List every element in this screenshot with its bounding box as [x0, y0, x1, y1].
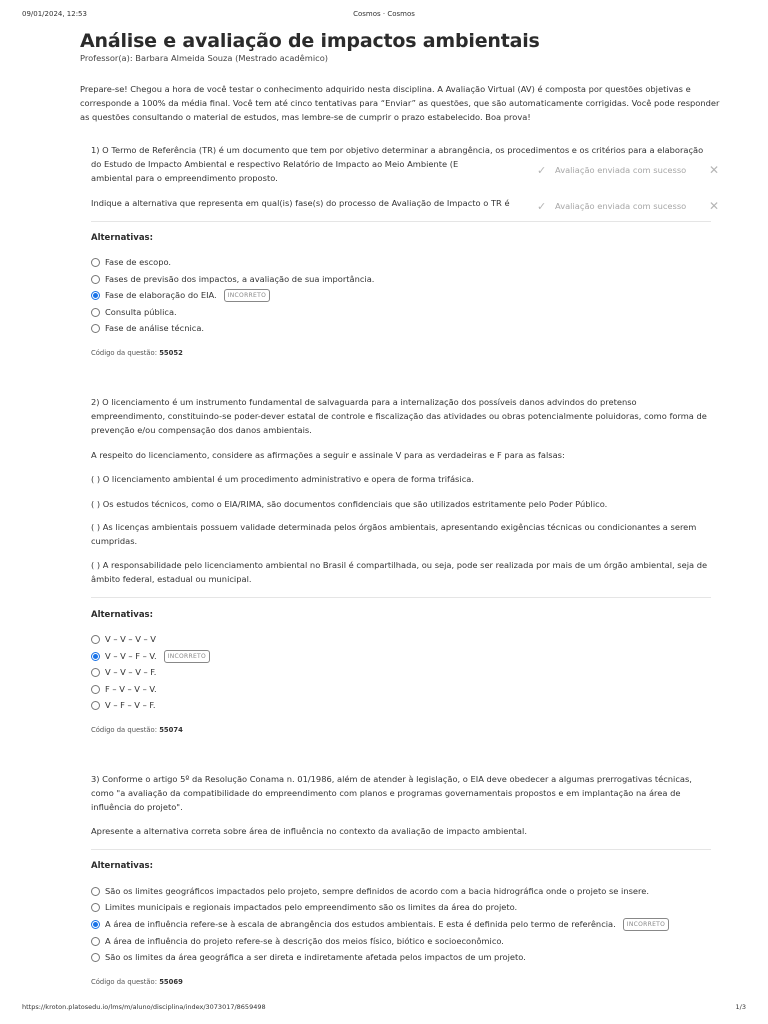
print-url: https://kroton.platosedu.io/lms/m/aluno/disciplina/index/3073017/8659498	[22, 1003, 266, 1011]
alternative-label: Fases de previsão dos impactos, a avaliação de sua importância.	[105, 274, 375, 284]
question-code	[91, 978, 183, 986]
question-paragraph: 3) Conforme o artigo 5º da Resolução Conama n. 01/1986, além de atender à legislação, o EIA deve obedecer a algumas prerrogativas técnicas, como "a avaliação da compatibilidade do empreendimento com planos e programas governamentais propostos e em implantação na área de influência do projeto".	[91, 774, 692, 812]
alternative-option-selected[interactable]	[91, 288, 270, 302]
radio-button-selected[interactable]	[91, 652, 100, 661]
alternative-option[interactable]	[91, 682, 157, 696]
alternative-option-selected[interactable]	[91, 917, 669, 931]
question-paragraph: ( ) A responsabilidade pelo licenciamento ambiental no Brasil é compartilhada, ou seja, pode ser realizada por mais de um órgão ambiental, seja de âmbito federal, estadual ou municipal.	[91, 560, 708, 584]
incorrect-badge: INCORRETO	[224, 289, 270, 302]
alternative-option[interactable]	[91, 884, 649, 898]
statement-item	[91, 497, 713, 511]
divider	[91, 597, 711, 598]
question-code-label: Código da questão:	[91, 726, 158, 734]
alternative-option[interactable]	[91, 950, 526, 964]
question-paragraph: Apresente a alternativa correta sobre área de influência no contexto da avaliação de impacto ambiental.	[91, 826, 527, 836]
alternative-label: V – F – V – F.	[105, 700, 156, 710]
question-code-value: 55069	[159, 978, 183, 986]
alternative-label: V – V – F – V.	[105, 651, 157, 661]
print-header	[22, 10, 746, 22]
question-code-value: 55052	[159, 349, 183, 357]
question-paragraph: 1) O Termo de Referência (TR) é um documento que tem por objetivo determinar a abrangência, os procedimentos e os critérios para a elaboração do Estudo de Impacto Ambiental e respectivo Relatório de Impacto ao Meio Ambiente (E	[91, 145, 704, 169]
divider	[91, 849, 711, 850]
question-paragraph: A respeito do licenciamento, considere as afirmações a seguir e assinale V para as verdadeiras e F para as falsas:	[91, 450, 565, 460]
question-paragraph: ambiental para o empreendimento proposto.	[91, 173, 278, 183]
question-2-instruction	[91, 448, 713, 462]
alternative-option[interactable]	[91, 305, 177, 319]
question-2-statement	[91, 395, 713, 437]
question-3-statement	[91, 772, 713, 814]
alternative-label: V – V – V – F.	[105, 667, 157, 677]
question-code-label: Código da questão:	[91, 978, 158, 986]
radio-button[interactable]	[91, 887, 100, 896]
divider	[91, 221, 711, 222]
alternatives-heading: Alternativas:	[91, 610, 154, 620]
alternative-label: São os limites geográficos impactados pelo projeto, sempre definidos de acordo com a bacia hidrográfica onde o projeto se insere.	[105, 886, 650, 896]
check-icon: ✓	[537, 163, 547, 177]
alternative-option[interactable]	[91, 321, 204, 335]
radio-button[interactable]	[91, 668, 100, 677]
radio-button-selected[interactable]	[91, 920, 100, 929]
alternative-label: Limites municipais e regionais impactados pelo empreendimento são os limites da área do projeto.	[105, 902, 518, 912]
question-code-label: Código da questão:	[91, 349, 158, 357]
question-code	[91, 726, 183, 734]
radio-button[interactable]	[91, 701, 100, 710]
alternative-option[interactable]	[91, 255, 171, 269]
intro-text: Prepare-se! Chegou a hora de você testar o conhecimento adquirido nesta disciplina. A Avaliação Virtual (AV) é composta por questões objetivas e corresponde a 100% da média final. Você tem até cinco tentativas para “Enviar” as questões, que são automaticamente corrigidas. Você pode responder as questões consultando o material de estudos, mas lembre-se de cumprir o prazo estabelecido. Boa prova!	[80, 84, 720, 122]
radio-button[interactable]	[91, 903, 100, 912]
alternative-label: V – V – V – V	[105, 634, 156, 644]
close-icon[interactable]: ✕	[708, 199, 720, 213]
print-tab-title: Cosmos · Cosmos	[353, 10, 415, 18]
page-title: Análise e avaliação de impactos ambientais	[80, 30, 540, 52]
statement-item	[91, 472, 713, 486]
radio-button[interactable]	[91, 635, 100, 644]
alternative-label: Fase de elaboração do EIA.	[105, 290, 217, 300]
radio-button[interactable]	[91, 953, 100, 962]
statement-item	[91, 558, 713, 586]
question-code-value: 55074	[159, 726, 183, 734]
check-icon: ✓	[537, 199, 547, 213]
radio-button[interactable]	[91, 685, 100, 694]
radio-button[interactable]	[91, 258, 100, 267]
alternative-option[interactable]	[91, 632, 156, 646]
question-3-prompt	[91, 824, 713, 838]
professor-name: Professor(a): Barbara Almeida Souza (Mestrado acadêmico)	[80, 53, 329, 63]
alternative-option[interactable]	[91, 900, 517, 914]
radio-button[interactable]	[91, 324, 100, 333]
radio-button[interactable]	[91, 937, 100, 946]
alternative-option[interactable]	[91, 665, 156, 679]
alternative-option[interactable]	[91, 934, 504, 948]
print-page-number: 1/3	[735, 1003, 746, 1011]
close-icon[interactable]: ✕	[708, 163, 720, 177]
question-code	[91, 349, 183, 357]
radio-button[interactable]	[91, 275, 100, 284]
alternatives-heading: Alternativas:	[91, 861, 154, 871]
incorrect-badge: INCORRETO	[623, 918, 669, 931]
alternative-label: Fase de escopo.	[105, 257, 172, 267]
radio-button[interactable]	[91, 308, 100, 317]
question-paragraph: ( ) O licenciamento ambiental é um procedimento administrativo e opera de forma trifásica.	[91, 474, 474, 484]
alternative-label: A área de influência do projeto refere-se à descrição dos meios físico, biótico e socioeconômico.	[105, 936, 504, 946]
alternative-label: São os limites da área geográfica a ser direta e indiretamente afetada pelos impactos de um projeto.	[105, 952, 526, 962]
print-datetime: 09/01/2024, 12:53	[22, 10, 87, 18]
success-toast	[533, 159, 723, 181]
incorrect-badge: INCORRETO	[164, 650, 210, 663]
alternative-option-selected[interactable]	[91, 649, 210, 663]
alternative-label: F – V – V – V.	[105, 684, 157, 694]
radio-button-selected[interactable]	[91, 291, 100, 300]
alternative-option[interactable]	[91, 272, 374, 286]
statement-item	[91, 520, 713, 548]
alternative-label: A área de influência refere-se à escala de abrangência dos estudos ambientais. E esta é definida pelo termo de referência.	[105, 919, 616, 929]
question-paragraph: Indique a alternativa que representa em qual(is) fase(s) do processo de Avaliação de Impacto o TR é	[91, 198, 510, 208]
toast-message: Avaliação enviada com sucesso	[555, 201, 687, 211]
alternative-label: Fase de análise técnica.	[105, 323, 205, 333]
alternative-option[interactable]	[91, 698, 155, 712]
question-paragraph: ( ) As licenças ambientais possuem validade determinada pelos órgãos ambientais, apresentando exigências técnicas ou condicionantes a serem cumpridas.	[91, 522, 697, 546]
question-paragraph: 2) O licenciamento é um instrumento fundamental de salvaguarda para a internalização dos possíveis danos advindos do pretenso empreendimento, constituindo-se poder-dever estatal de controle e fiscalização das atividades ou obras potencialmente poluidoras, como forma de prevenção e/ou compensação dos danos ambientais.	[91, 397, 707, 435]
question-paragraph: ( ) Os estudos técnicos, como o EIA/RIMA, são documentos confidenciais que são utilizados estritamente pelo Poder Público.	[91, 499, 608, 509]
toast-message: Avaliação enviada com sucesso	[555, 165, 687, 175]
success-toast	[533, 195, 723, 217]
alternative-label: Consulta pública.	[105, 307, 177, 317]
alternatives-heading: Alternativas:	[91, 233, 154, 243]
print-footer	[22, 1003, 746, 1015]
